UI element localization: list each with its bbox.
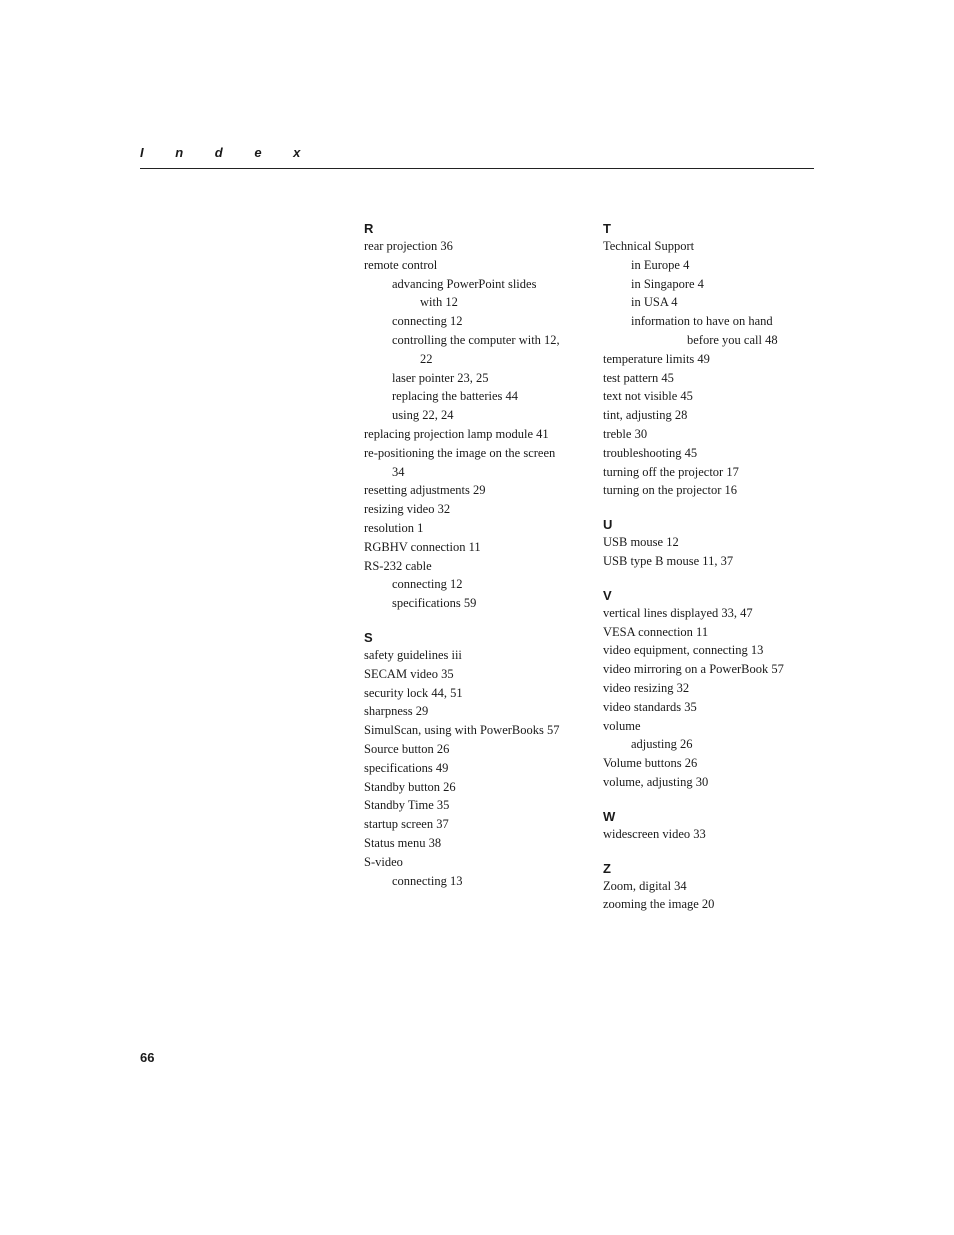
index-entry: USB mouse 12 [603,535,679,550]
index-letter-heading: Z [603,860,611,876]
index-subentry: in Singapore 4 [631,276,704,291]
index-entry: Standby button 26 [364,779,456,794]
index-entry: volume [603,718,641,733]
index-entry: volume, adjusting 30 [603,774,709,789]
index-entry: test pattern 45 [603,370,674,385]
index-entry: Volume buttons 26 [603,756,698,771]
index-entry: Zoom, digital 34 [603,878,687,893]
index-subentry: specifications 59 [392,596,477,611]
index-entry: troubleshooting 45 [603,445,698,460]
index-subentry: in Europe 4 [631,257,690,272]
index-entry: Standby Time 35 [364,798,450,813]
index-entry: zooming the image 20 [603,897,715,912]
header-rule [140,168,814,169]
index-entry: S-video [364,854,403,869]
page-number: 66 [140,1050,155,1065]
index-entry: widescreen video 33 [603,826,706,841]
index-subentry: controlling the computer with 12, [392,332,560,347]
index-entry: resolution 1 [364,520,424,535]
index-entry: temperature limits 49 [603,351,710,366]
index-entry: startup screen 37 [364,817,449,832]
index-letter-heading: T [603,221,611,236]
index-subentry: 34 [392,464,405,479]
index-section-u [603,516,813,571]
index-column-right [603,220,813,930]
index-section-z [603,860,813,915]
index-subentry: connecting 12 [392,314,463,329]
index-subentry: laser pointer 23, 25 [392,370,489,385]
index-section-s [364,629,589,890]
index-entry: turning off the projector 17 [603,464,739,479]
index-entry: SimulScan, using with PowerBooks 57 [364,723,560,738]
index-subentry: using 22, 24 [392,408,454,423]
index-letter-heading: V [603,587,612,603]
index-letter-heading: R [364,221,374,236]
index-entry: video resizing 32 [603,680,690,695]
index-entry: replacing projection lamp module 41 [364,426,549,441]
index-entry: video mirroring on a PowerBook 57 [603,662,784,677]
index-entry: video equipment, connecting 13 [603,643,764,658]
index-subentry: adjusting 26 [631,737,693,752]
index-entry: security lock 44, 51 [364,685,463,700]
index-entry: resizing video 32 [364,502,451,517]
index-subentry: before you call 48 [687,332,778,347]
index-entry: Status menu 38 [364,835,442,850]
index-section-t [603,220,813,500]
index-letter-heading: W [603,808,616,824]
index-subentry: 22 [420,351,433,366]
index-entry: vertical lines displayed 33, 47 [603,605,753,620]
index-entry: turning on the projector 16 [603,483,737,498]
index-subentry: advancing PowerPoint slides [392,276,537,291]
index-entry: RS-232 cable [364,558,432,573]
index-subentry: information to have on hand [631,314,773,329]
index-entry: treble 30 [603,426,648,441]
index-subentry: replacing the batteries 44 [392,389,518,404]
index-section-r [364,220,589,613]
index-subentry: connecting 13 [392,873,463,888]
index-entry: Technical Support [603,239,695,253]
index-column-left [364,220,589,906]
index-letter-heading: U [603,517,613,533]
index-entry: re-positioning the image on the screen [364,445,556,460]
index-entry: resetting adjustments 29 [364,483,486,498]
index-entry: SECAM video 35 [364,666,454,681]
index-entry: rear projection 36 [364,239,453,253]
index-section-w [603,808,813,844]
index-entry: remote control [364,257,438,272]
index-entry: safety guidelines iii [364,647,462,662]
index-letter-heading: S [364,629,373,645]
index-subentry: in USA 4 [631,295,678,310]
index-section-v [603,587,813,792]
running-header: I n d e x [140,145,315,160]
index-entry: RGBHV connection 11 [364,539,481,554]
index-entry: specifications 49 [364,760,449,775]
index-entry: sharpness 29 [364,704,429,719]
index-entry: video standards 35 [603,699,697,714]
index-entry: VESA connection 11 [603,624,709,639]
index-entry: tint, adjusting 28 [603,408,688,423]
index-subentry: with 12 [420,295,458,310]
index-subentry: connecting 12 [392,577,463,592]
index-entry: Source button 26 [364,741,450,756]
index-entry: text not visible 45 [603,389,693,404]
index-entry: USB type B mouse 11, 37 [603,553,734,568]
